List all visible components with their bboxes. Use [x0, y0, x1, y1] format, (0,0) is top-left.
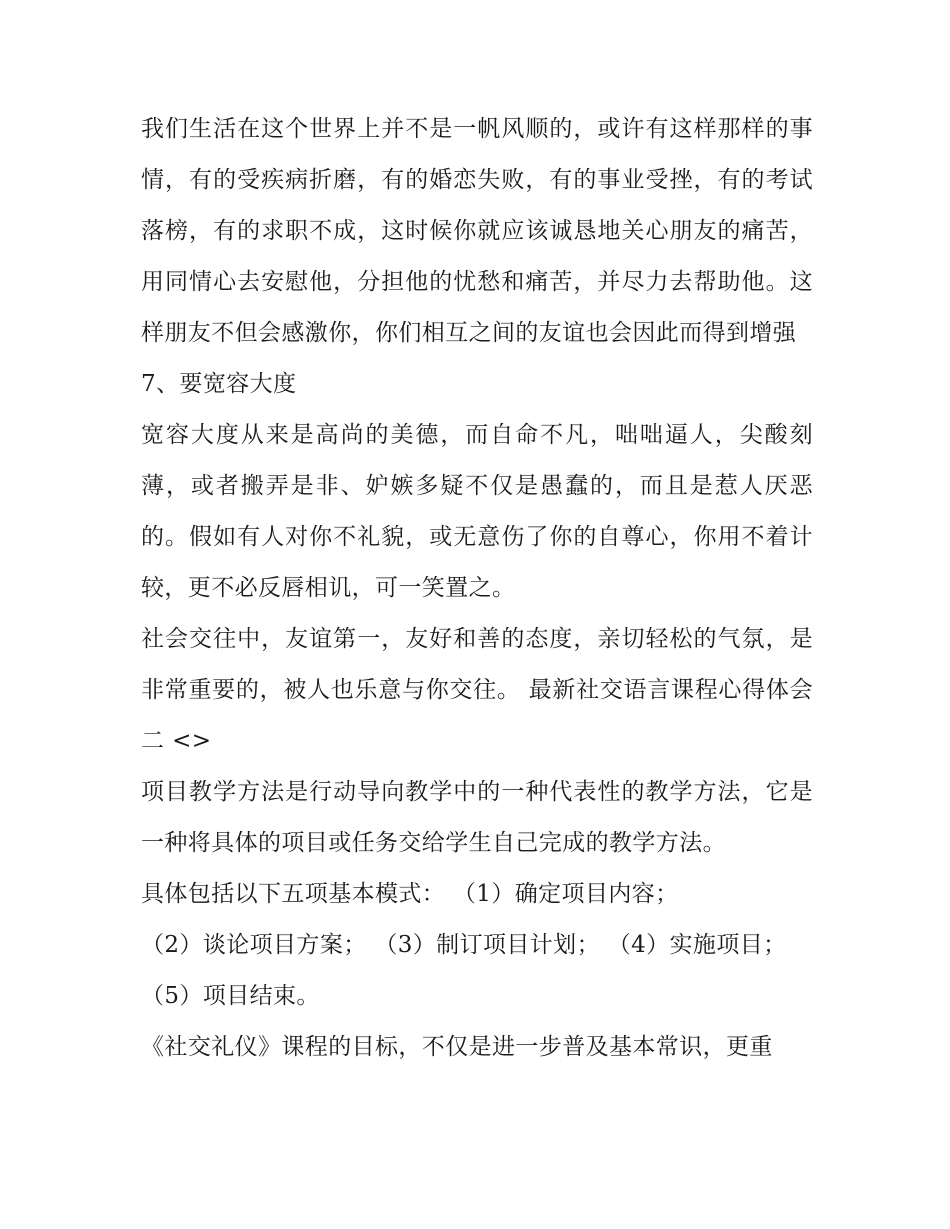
- paragraph-course-goal: 《社交礼仪》课程的目标，不仅是进一步普及基本常识，更重: [141, 1034, 773, 1060]
- paragraph-social-friendship: 社会交往中，友谊第一，友好和善的态度，亲切轻松的气氛，是非常重要的，被人也乐意与你交往。 最新社交语言课程心得体会二 <>: [141, 626, 813, 754]
- heading-tolerance: 7、要宽容大度: [141, 371, 297, 397]
- paragraph-help-friends: 我们生活在这个世界上并不是一帆风顺的，或许有这样那样的事情，有的受疾病折磨，有的婚恋失败，有的事业受挫，有的考试落榜，有的求职不成，这时候你就应该诚恳地关心朋友的痛苦，用同情心去安慰他，分担他的忧愁和痛苦，并尽力去帮助他。这样朋友不但会感激你，你们相互之间的友谊也会因此而得到增强: [141, 116, 813, 346]
- paragraph-five-modes: 具体包括以下五项基本模式： （1）确定项目内容；: [141, 881, 679, 907]
- paragraph-tolerance: 宽容大度从来是高尚的美德，而自命不凡，咄咄逼人，尖酸刻薄，或者搬弄是非、妒嫉多疑不仅是愚蠢的，而且是惹人厌恶的。假如有人对你不礼貌，或无意伤了你的自尊心，你用不着计较，更不必反唇相讥，可一笑置之。: [141, 422, 813, 601]
- document-body: [141, 104, 813, 1073]
- paragraph-modes-list: （2）谈论项目方案； （3）制订项目计划； （4）实施项目；: [141, 932, 787, 958]
- paragraph-project-teaching: 项目教学方法是行动导向教学中的一种代表性的教学方法，它是一种将具体的项目或任务交给学生自己完成的教学方法。: [141, 779, 813, 856]
- paragraph-project-end: （5）项目结束。: [141, 983, 320, 1009]
